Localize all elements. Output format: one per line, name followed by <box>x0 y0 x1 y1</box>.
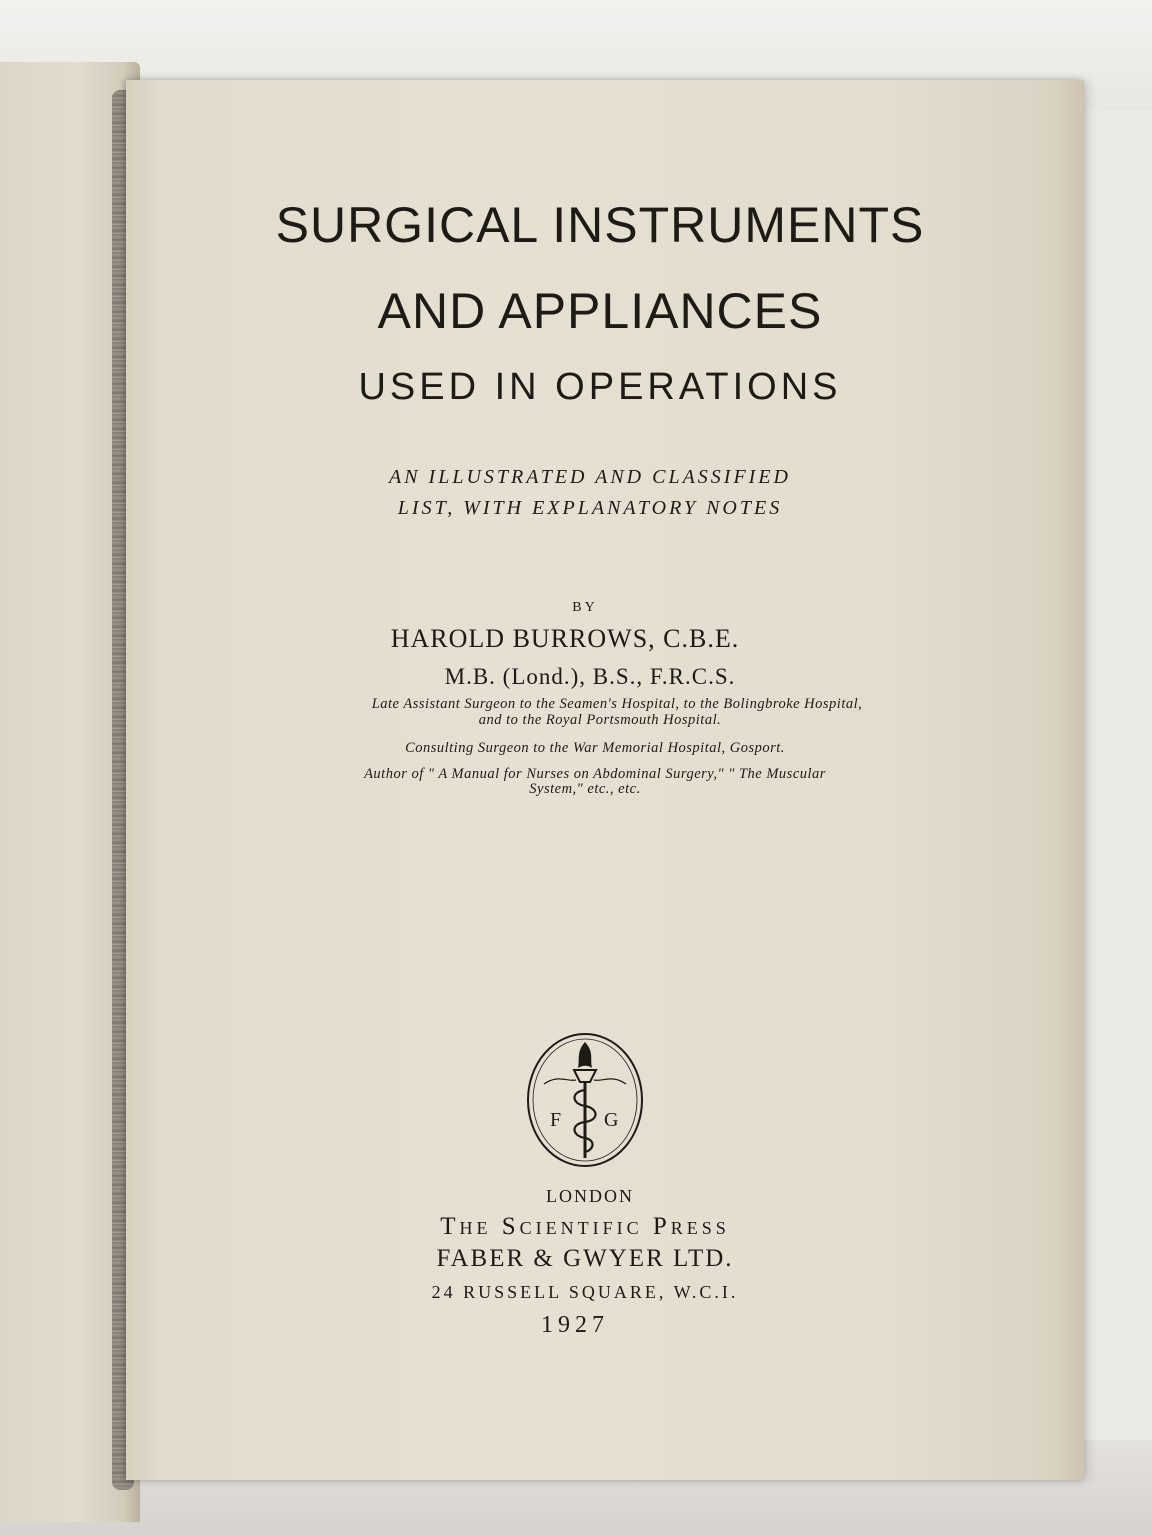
credential-line: Author of " A Manual for Nurses on Abdominal Surgery," " The Muscular <box>364 766 826 782</box>
title-line-2: AND APPLIANCES <box>377 283 823 339</box>
subtitle-line-2: LIST, WITH EXPLANATORY NOTES <box>397 497 783 519</box>
credential-line: Late Assistant Surgeon to the Seamen's Hospital, to the Bolingbroke Hospital, <box>371 696 863 712</box>
imprint-publisher: FABER & GWYER LTD. <box>436 1245 734 1272</box>
imprint-year: 1927 <box>541 1312 609 1338</box>
emblem-letter-g: G <box>604 1109 619 1131</box>
author-name: HAROLD BURROWS, C.B.E. <box>390 624 740 653</box>
author-degrees: M.B. (Lond.), B.S., F.R.C.S. <box>444 664 736 689</box>
credential-line: and to the Royal Portsmouth Hospital. <box>478 712 722 728</box>
title-line-3: USED IN OPERATIONS <box>358 366 842 408</box>
publisher-emblem <box>524 1030 646 1170</box>
by-line: BY <box>572 600 598 615</box>
credential-line: Consulting Surgeon to the War Memorial Hospital, Gosport. <box>405 740 785 756</box>
emblem-letter-f: F <box>550 1109 562 1131</box>
subtitle-line-1: AN ILLUSTRATED AND CLASSIFIED <box>388 466 792 488</box>
imprint-address: 24 RUSSELL SQUARE, W.C.I. <box>431 1282 739 1302</box>
title-line-1: SURGICAL INSTRUMENTS <box>275 197 925 253</box>
credential-line: System," etc., etc. <box>529 781 641 797</box>
imprint-city: LONDON <box>546 1186 634 1206</box>
imprint-press: The Scientific Press <box>440 1213 730 1240</box>
